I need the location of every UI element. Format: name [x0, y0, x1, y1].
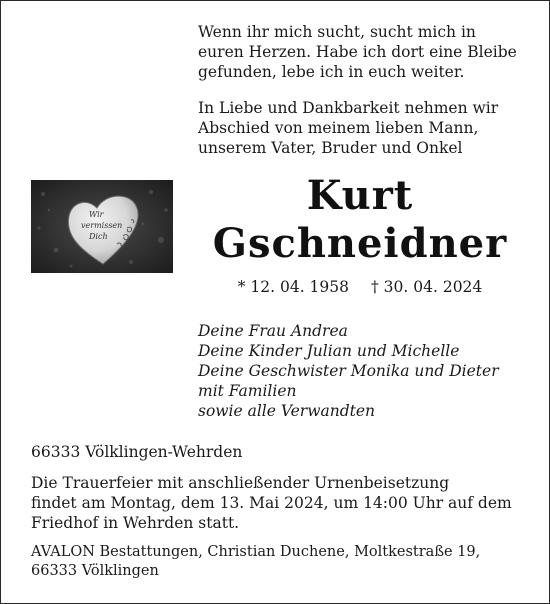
heart-stone-photo [31, 180, 173, 273]
death-date: † 30. 04. 2024 [371, 278, 483, 296]
ceremony-line: Die Trauerfeier mit anschließender Urnenbeisetzung [31, 474, 450, 492]
deceased-first-name: Kurt [306, 172, 414, 219]
intro-line: Abschied von meinem lieben Mann, [198, 119, 479, 137]
deceased-last-name: Gschneidner [212, 220, 508, 267]
poem [198, 22, 538, 82]
heart-stone-image [31, 180, 173, 273]
farewell-intro [198, 98, 538, 158]
poem-line: Wenn ihr mich sucht, sucht mich in [198, 23, 476, 41]
mourner-line: Deine Kinder Julian und Michelle [198, 342, 460, 360]
undertaker-line: 66333 Völklingen [31, 563, 159, 579]
mourners-list [198, 321, 538, 421]
poem-line: euren Herzen. Habe ich dort eine Bleibe [198, 43, 517, 61]
mourner-line: mit Familien [198, 382, 297, 400]
mourner-line: Deine Frau Andrea [198, 322, 348, 340]
mourner-line: Deine Geschwister Monika und Dieter [198, 362, 499, 380]
heart-text: Dich [89, 232, 108, 241]
ceremony-details [31, 473, 541, 533]
life-dates [190, 277, 530, 297]
undertaker-line: AVALON Bestattungen, Christian Duchene, Moltkestraße 19, [31, 544, 481, 560]
heart-text: vermissen [81, 221, 123, 230]
mourner-line: sowie alle Verwandten [198, 402, 376, 420]
ceremony-line: findet am Montag, dem 13. Mai 2024, um 14:00 Uhr auf dem [31, 494, 512, 512]
ceremony-line: Friedhof in Wehrden statt. [31, 514, 240, 532]
birth-date: * 12. 04. 1958 [237, 278, 349, 296]
intro-line: unserem Vater, Bruder und Onkel [198, 139, 463, 157]
undertaker-info [31, 543, 541, 581]
location: 66333 Völklingen-Wehrden [31, 443, 243, 461]
poem-line: gefunden, lebe ich in euch weiter. [198, 63, 465, 81]
heart-text: Wir [89, 210, 104, 219]
intro-line: In Liebe und Dankbarkeit nehmen wir [198, 99, 499, 117]
